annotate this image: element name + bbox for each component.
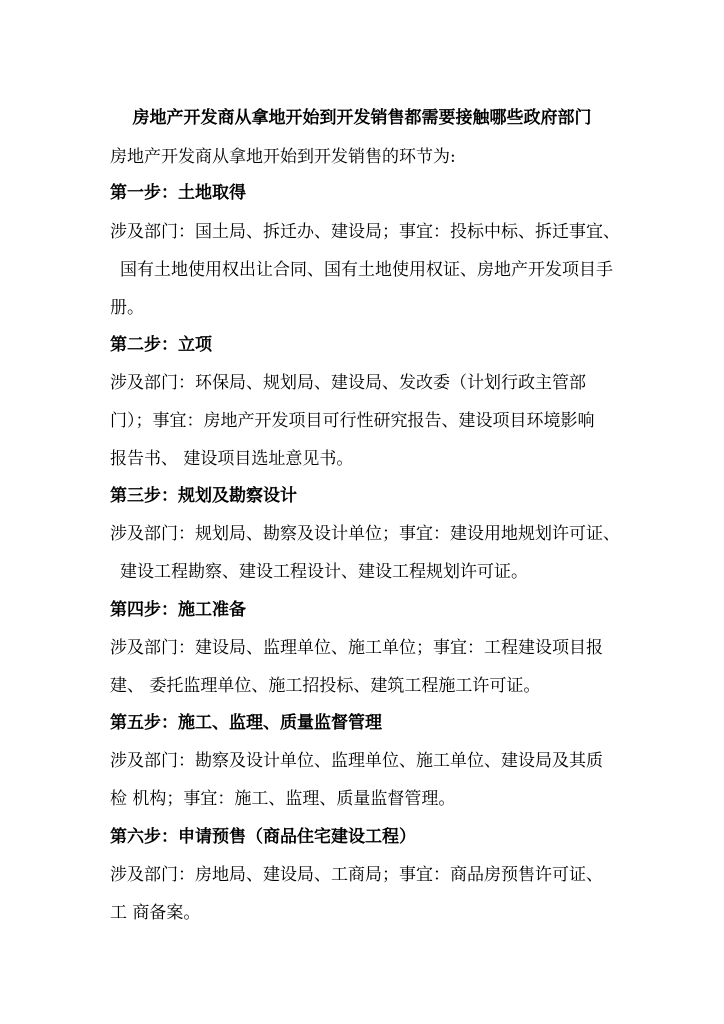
- step-2-line-2: 门）；事宜：房地产开发项目可行性研究报告、建设项目环境影响: [110, 411, 595, 431]
- step-6-heading: 第六步：申请预售（商品住宅建设工程）: [110, 827, 416, 847]
- step-5-line-1: 涉及部门：勘察及设计单位、监理单位、施工单位、建设局及其质: [110, 751, 603, 771]
- step-2-heading: 第二步：立项: [110, 335, 212, 355]
- step-5-heading: 第五步：施工、监理、质量监督管理: [110, 713, 382, 733]
- intro-text: 房地产开发商从拿地开始到开发销售的环节为:: [110, 147, 456, 167]
- step-5-line-2: 检 机构；事宜：施工、监理、质量监督管理。: [110, 789, 456, 809]
- step-4-line-2: 建、 委托监理单位、施工招投标、建筑工程施工许可证。: [110, 676, 541, 696]
- step-1-heading: 第一步：土地取得: [110, 183, 246, 203]
- document-title: 房地产开发商从拿地开始到开发销售都需要接触哪些政府部门: [132, 108, 592, 128]
- step-2-line-3: 报告书、 建设项目选址意见书。: [110, 449, 354, 469]
- step-3-line-1: 涉及部门：规划局、勘察及设计单位；事宜：建设用地规划许可证、: [110, 524, 620, 544]
- step-1-line-1: 涉及部门：国土局、拆迁办、建设局；事宜：投标中标、拆迁事宜、: [110, 222, 620, 242]
- step-4-line-1: 涉及部门：建设局、监理单位、施工单位；事宜：工程建设项目报: [110, 638, 603, 658]
- step-6-line-1: 涉及部门：房地局、建设局、工商局；事宜：商品房预售许可证、: [110, 865, 603, 885]
- step-3-line-2: 建设工程勘察、建设工程设计、建设工程规划许可证。: [120, 562, 528, 582]
- step-4-heading: 第四步：施工准备: [110, 600, 246, 620]
- step-1-line-2: 国有土地使用权出让合同、国有土地使用权证、房地产开发项目手: [120, 260, 613, 280]
- step-1-line-3: 册。: [110, 298, 144, 318]
- step-6-line-2: 工 商备案。: [110, 903, 201, 923]
- step-3-heading: 第三步：规划及勘察设计: [110, 486, 297, 506]
- step-2-line-1: 涉及部门：环保局、规划局、建设局、发改委（计划行政主管部: [110, 373, 586, 393]
